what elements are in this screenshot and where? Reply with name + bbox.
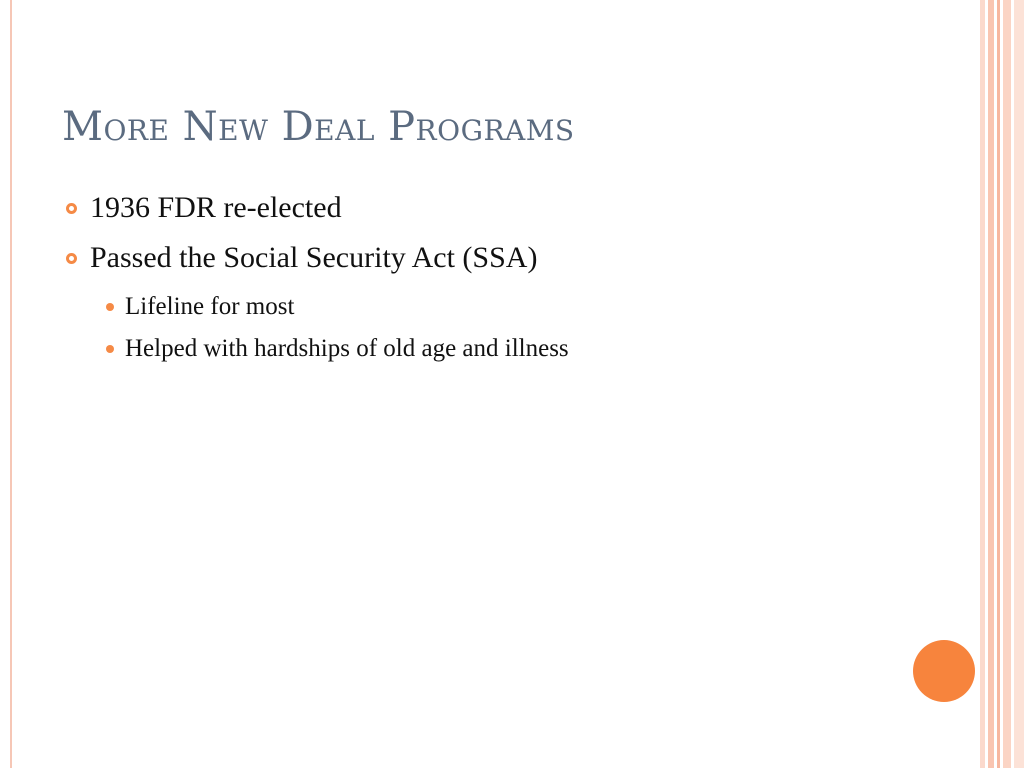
sub-bullet-item [106,286,942,328]
dot-bullet-icon [106,303,114,311]
bullet-item [62,236,942,280]
bullet-text: Passed the Social Security Act (SSA) [90,241,538,274]
right-decor-stripe [997,0,1000,768]
bullet-text: 1936 FDR re-elected [90,191,342,224]
sub-bullet-text: Lifeline for most [125,293,295,320]
slide-title: More New Deal Programs [62,104,575,150]
right-decor-stripe [1003,0,1011,768]
right-decor-stripe [980,0,985,768]
right-decor-stripe [988,0,994,768]
sub-bullet-text: Helped with hardships of old age and illness [125,335,569,362]
sub-bullet-item [106,328,942,370]
bullet-list [62,186,942,370]
ring-bullet-icon [66,203,77,214]
decorative-orange-circle [913,640,975,702]
dot-bullet-icon [106,345,114,353]
left-border-line [10,0,12,768]
right-decor-stripe [1014,0,1024,768]
bullet-item [62,186,942,230]
ring-bullet-icon [66,253,77,264]
